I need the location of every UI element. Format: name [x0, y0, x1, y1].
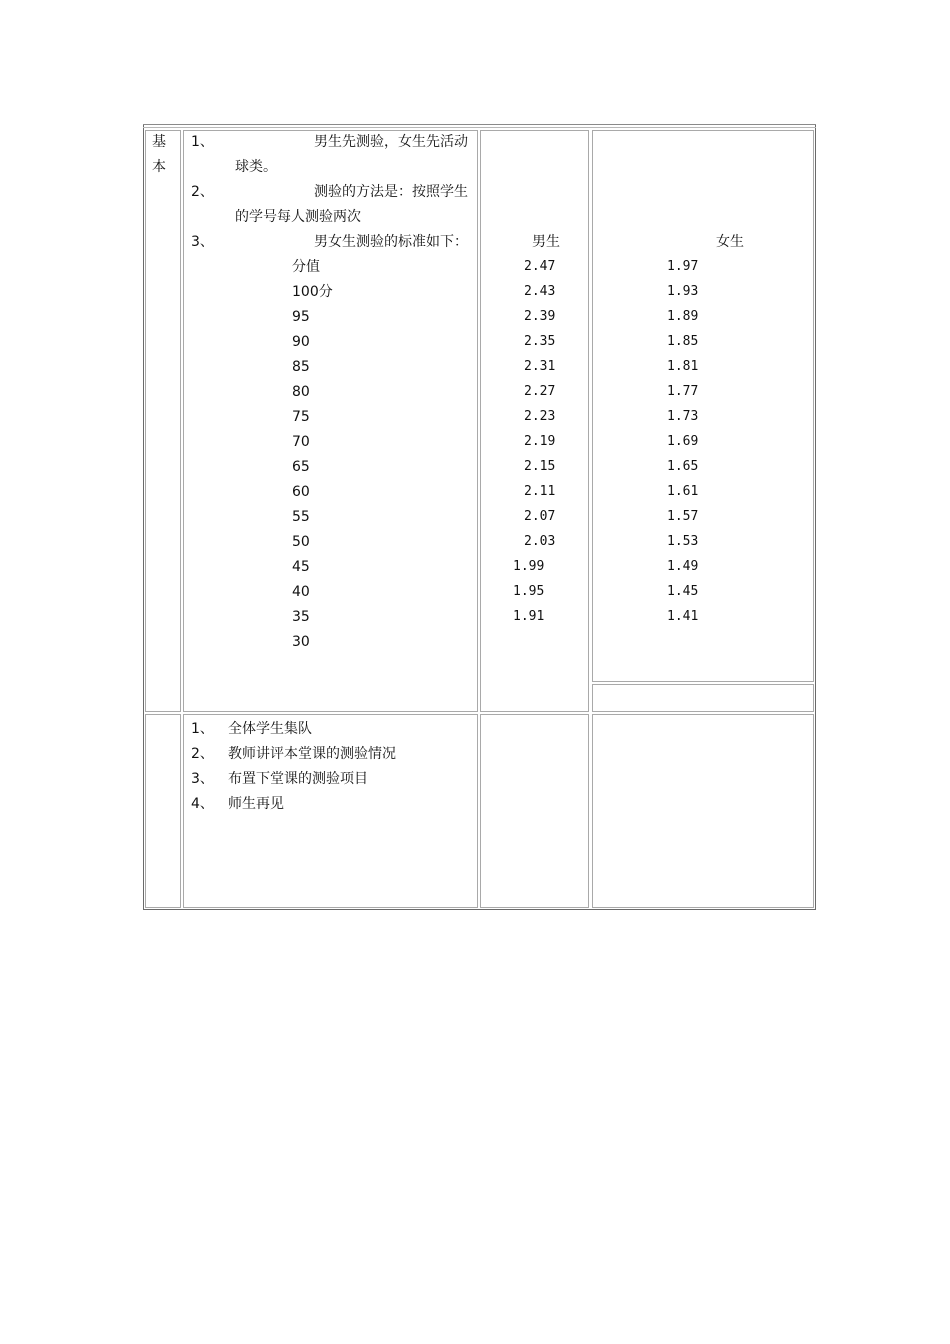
section-label-char-1: 基 [152, 134, 166, 150]
male-value: 2.39 [524, 309, 556, 324]
table-top-rule [143, 124, 816, 128]
instruction-3-num: 3、 [191, 234, 214, 250]
score-value: 55 [292, 509, 310, 525]
ending-item-text: 布置下堂课的测验项目 [228, 771, 368, 787]
ending-item-text: 师生再见 [228, 796, 284, 812]
male-value: 2.31 [524, 359, 556, 374]
cell-section-label [145, 130, 181, 712]
instruction-2-line2: 的学号每人测验两次 [235, 209, 361, 225]
ending-item-text: 全体学生集队 [228, 721, 312, 737]
section-label-char-2: 本 [152, 159, 166, 175]
female-value: 1.65 [667, 459, 699, 474]
female-value: 1.73 [667, 409, 699, 424]
cell-female [592, 130, 814, 682]
male-value: 2.27 [524, 384, 556, 399]
ending-item-num: 2、 [191, 746, 214, 762]
ending-item-num: 4、 [191, 796, 214, 812]
male-value: 2.03 [524, 534, 556, 549]
score-value: 50 [292, 534, 310, 550]
instruction-3-line1: 男女生测验的标准如下： [314, 234, 468, 250]
female-value: 1.57 [667, 509, 699, 524]
female-value: 1.85 [667, 334, 699, 349]
score-value: 30 [292, 634, 310, 650]
male-value: 1.99 [513, 559, 545, 574]
instruction-2-line1: 测验的方法是：按照学生 [314, 184, 468, 200]
instruction-2-num: 2、 [191, 184, 214, 200]
cell-section-label-2 [145, 714, 181, 908]
female-value: 1.45 [667, 584, 699, 599]
header-female: 女生 [716, 234, 744, 250]
instruction-1-line2: 球类。 [235, 159, 277, 175]
male-value: 1.95 [513, 584, 545, 599]
cell-female-bottom [592, 684, 814, 712]
female-value: 1.53 [667, 534, 699, 549]
female-value: 1.81 [667, 359, 699, 374]
ending-item-text: 教师讲评本堂课的测验情况 [228, 746, 396, 762]
score-value: 40 [292, 584, 310, 600]
cell-ending-col3 [480, 714, 589, 908]
female-value: 1.77 [667, 384, 699, 399]
header-male: 男生 [532, 234, 560, 250]
female-value: 1.49 [667, 559, 699, 574]
score-value: 60 [292, 484, 310, 500]
male-value: 2.23 [524, 409, 556, 424]
score-value: 90 [292, 334, 310, 350]
female-value: 1.69 [667, 434, 699, 449]
ending-item-num: 1、 [191, 721, 214, 737]
score-value: 45 [292, 559, 310, 575]
female-value: 1.89 [667, 309, 699, 324]
male-value: 2.43 [524, 284, 556, 299]
cell-ending-col4 [592, 714, 814, 908]
male-value: 1.91 [513, 609, 545, 624]
male-value: 2.07 [524, 509, 556, 524]
score-value: 65 [292, 459, 310, 475]
male-value: 2.47 [524, 259, 556, 274]
score-value: 80 [292, 384, 310, 400]
instruction-1-num: 1、 [191, 134, 214, 150]
score-value: 100分 [292, 284, 333, 300]
female-value: 1.41 [667, 609, 699, 624]
male-value: 2.19 [524, 434, 556, 449]
male-value: 2.35 [524, 334, 556, 349]
score-value: 85 [292, 359, 310, 375]
score-header: 分值 [292, 259, 320, 275]
male-value: 2.11 [524, 484, 556, 499]
female-value: 1.93 [667, 284, 699, 299]
female-value: 1.61 [667, 484, 699, 499]
score-value: 35 [292, 609, 310, 625]
score-value: 70 [292, 434, 310, 450]
ending-item-num: 3、 [191, 771, 214, 787]
female-value: 1.97 [667, 259, 699, 274]
instruction-1-line1: 男生先测验，女生先活动 [314, 134, 468, 150]
score-value: 75 [292, 409, 310, 425]
male-value: 2.15 [524, 459, 556, 474]
score-value: 95 [292, 309, 310, 325]
